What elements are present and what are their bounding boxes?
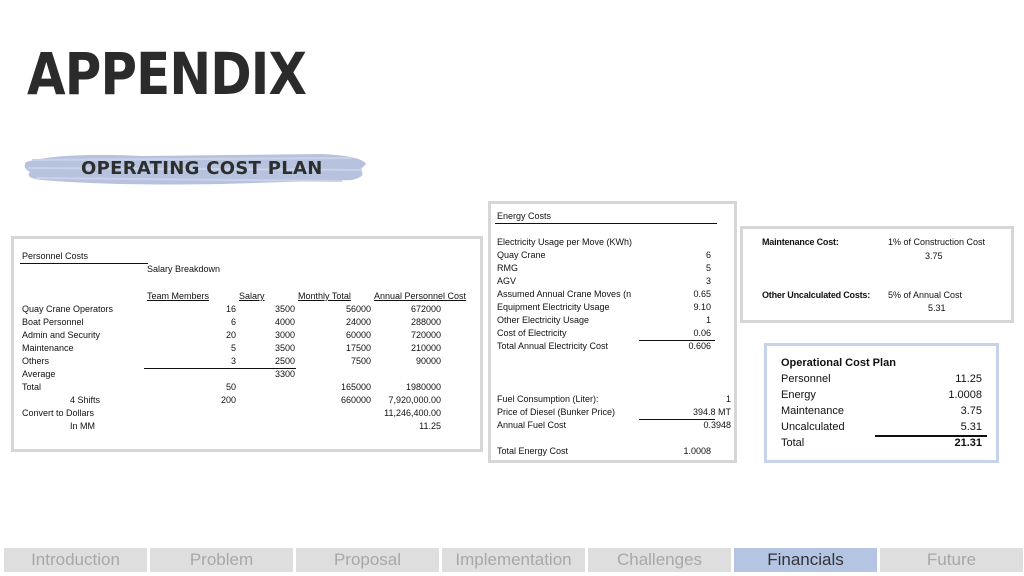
personnel-heading: Personnel Costs <box>22 251 89 261</box>
section-nav <box>0 548 1024 573</box>
uncalculated-cost-label: Other Uncalculated Costs: <box>762 290 871 300</box>
personnel-cell-members: 200 <box>220 395 236 405</box>
energy-row-value: 3 <box>705 276 711 286</box>
personnel-row-label: Boat Personnel <box>22 317 84 327</box>
energy-row-value: 1 <box>705 315 711 325</box>
personnel-cell-members: 50 <box>225 382 236 392</box>
personnel-cell-salary: 2500 <box>274 356 295 366</box>
personnel-row-label: In MM <box>70 421 96 431</box>
energy-row-value: 5 <box>705 263 711 273</box>
nav-tab-future[interactable]: Future <box>880 548 1023 572</box>
other-costs-panel <box>740 226 1014 323</box>
personnel-cell-monthly: 17500 <box>345 343 371 353</box>
energy-row-label: Other Electricity Usage <box>497 315 590 325</box>
ocp-total-label: Total <box>781 437 805 449</box>
ocp-row-value: 11.25 <box>955 373 982 385</box>
energy-row-label: RMG <box>497 263 518 273</box>
personnel-cell-annual: 11.25 <box>419 421 441 431</box>
personnel-cell-annual: 720000 <box>410 330 441 340</box>
energy-row-label: Assumed Annual Crane Moves (n <box>497 289 632 299</box>
personnel-row-label: Others <box>22 356 50 366</box>
personnel-cell-members: 16 <box>225 304 236 314</box>
personnel-cell-annual: 1980000 <box>405 382 441 392</box>
fuel-row-label: Fuel Consumption (Liter): <box>497 394 599 404</box>
col-annual-cost-header: Annual Personnel Cost <box>374 291 467 301</box>
nav-tab-implementation[interactable]: Implementation <box>442 548 585 572</box>
personnel-row-label: 4 Shifts <box>70 395 101 405</box>
personnel-row-label: Maintenance <box>22 343 74 353</box>
personnel-others-rule <box>144 368 296 369</box>
energy-electricity-rule <box>639 340 715 341</box>
ocp-total-value: 21.31 <box>954 437 982 449</box>
nav-tab-proposal[interactable]: Proposal <box>296 548 439 572</box>
energy-row-value: 6 <box>705 250 711 260</box>
fuel-row-label: Annual Fuel Cost <box>497 420 567 430</box>
salary-breakdown-label: Salary Breakdown <box>147 264 221 274</box>
nav-tab-challenges[interactable]: Challenges <box>588 548 731 572</box>
personnel-cell-monthly: 56000 <box>345 304 371 314</box>
maintenance-cost-desc: 1% of Construction Cost <box>888 237 986 247</box>
personnel-costs-panel <box>11 236 483 452</box>
ocp-heading: Operational Cost Plan <box>781 357 896 369</box>
energy-row-value: 0.65 <box>693 289 711 299</box>
personnel-row-label: Convert to Dollars <box>22 408 95 418</box>
personnel-cell-members: 6 <box>230 317 236 327</box>
personnel-row-label: Average <box>22 369 56 379</box>
personnel-cell-annual: 7,920,000.00 <box>388 395 441 405</box>
ocp-row-label: Uncalculated <box>781 421 845 433</box>
energy-heading: Energy Costs <box>497 211 552 221</box>
personnel-cell-monthly: 60000 <box>345 330 371 340</box>
energy-row-label: Quay Crane <box>497 250 546 260</box>
personnel-cell-annual: 11,246,400.00 <box>384 408 441 418</box>
personnel-cell-annual: 210000 <box>410 343 441 353</box>
operational-cost-plan-panel <box>764 343 999 463</box>
maintenance-cost-value: 3.75 <box>925 251 943 261</box>
personnel-cell-annual: 672000 <box>410 304 441 314</box>
col-monthly-total-header: Monthly Total <box>298 291 351 301</box>
col-salary-header: Salary <box>239 291 265 301</box>
personnel-cell-monthly: 7500 <box>350 356 371 366</box>
energy-costs-panel <box>488 201 737 463</box>
personnel-cell-salary: 3500 <box>274 304 295 314</box>
ocp-row-label: Maintenance <box>781 405 844 417</box>
ocp-row-value: 1.0008 <box>948 389 982 401</box>
energy-row-value: 9.10 <box>693 302 711 312</box>
energy-row-value: 0.606 <box>688 341 711 351</box>
slide-title: APPENDIX <box>27 40 307 108</box>
fuel-row-value: 1 <box>725 394 731 404</box>
personnel-heading-rule <box>20 263 148 264</box>
personnel-cell-salary: 3000 <box>274 330 295 340</box>
personnel-cell-monthly: 660000 <box>340 395 371 405</box>
energy-row-label: AGV <box>497 276 517 286</box>
ocp-row-label: Energy <box>781 389 816 401</box>
maintenance-cost-label: Maintenance Cost: <box>762 237 839 247</box>
col-team-members-header: Team Members <box>147 291 210 301</box>
personnel-cell-monthly: 165000 <box>340 382 371 392</box>
personnel-cell-salary: 3500 <box>274 343 295 353</box>
nav-tab-problem[interactable]: Problem <box>150 548 293 572</box>
personnel-row-label: Admin and Security <box>22 330 101 340</box>
section-subtitle: OPERATING COST PLAN <box>81 158 323 179</box>
personnel-cell-annual: 288000 <box>410 317 441 327</box>
uncalculated-cost-value: 5.31 <box>928 303 946 313</box>
energy-total-label: Total Energy Cost <box>497 446 569 456</box>
ocp-row-label: Personnel <box>781 373 831 385</box>
energy-row-label: Cost of Electricity <box>497 328 567 338</box>
personnel-cell-members: 5 <box>230 343 236 353</box>
nav-tab-introduction[interactable]: Introduction <box>4 548 147 572</box>
personnel-cell-members: 3 <box>230 356 236 366</box>
personnel-cell-members: 20 <box>225 330 236 340</box>
energy-total-value: 1.0008 <box>683 446 711 456</box>
uncalculated-cost-desc: 5% of Annual Cost <box>888 290 963 300</box>
energy-heading-rule <box>495 223 717 224</box>
fuel-row-value: 394.8 MT <box>692 407 731 417</box>
personnel-cell-salary: 4000 <box>274 317 295 327</box>
personnel-cell-monthly: 24000 <box>345 317 371 327</box>
energy-row-label: Electricity Usage per Move (KWh) <box>497 237 633 247</box>
personnel-cell-annual: 90000 <box>415 356 441 366</box>
personnel-row-label: Total <box>22 382 42 392</box>
energy-row-value: 0.06 <box>693 328 711 338</box>
fuel-row-label: Price of Diesel (Bunker Price) <box>497 407 616 417</box>
fuel-row-value: 0.3948 <box>703 420 731 430</box>
energy-fuel-rule <box>639 419 715 420</box>
nav-tab-financials[interactable]: Financials <box>734 548 877 572</box>
personnel-cell-salary: 3300 <box>274 369 295 379</box>
ocp-row-value: 3.75 <box>960 405 982 417</box>
ocp-row-value: 5.31 <box>960 421 982 433</box>
personnel-row-label: Quay Crane Operators <box>22 304 114 314</box>
energy-row-label: Equipment Electricity Usage <box>497 302 610 312</box>
energy-row-label: Total Annual Electricity Cost <box>497 341 609 351</box>
